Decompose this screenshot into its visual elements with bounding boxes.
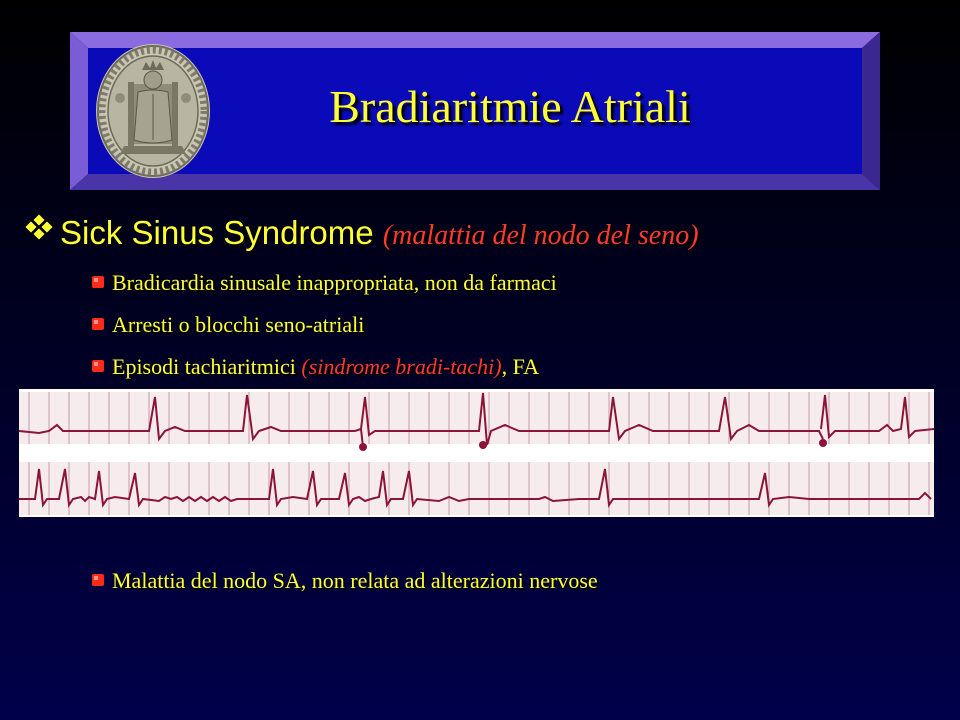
diamond-bullet-icon	[24, 214, 54, 240]
sub-bullet-3-text: Episodi tachiaritmici	[112, 354, 302, 379]
slide-title: Bradiaritmie Atriali	[329, 81, 691, 132]
square-bullet-icon	[92, 566, 104, 578]
ecg-marker-dot	[359, 443, 367, 451]
sub-bullet-2-text: Arresti o blocchi seno-atriali	[112, 312, 365, 337]
ecg-strip-image	[19, 389, 934, 517]
sub-bullet-3	[92, 354, 539, 380]
main-bullet-subtitle: (malattia del nodo del seno)	[382, 220, 699, 251]
sub-bullet-3-highlight: (sindrome bradi-tachi)	[301, 354, 502, 379]
ecg-marker-dot	[819, 439, 827, 447]
sub-bullet-3-suffix: , FA	[501, 354, 540, 379]
square-bullet-icon	[92, 310, 104, 322]
square-bullet-icon	[92, 268, 104, 280]
square-bullet-icon	[92, 352, 104, 364]
title-panel	[70, 32, 880, 190]
last-bullet	[92, 568, 598, 594]
sub-bullet-1-text: Bradicardia sinusale inappropriata, non da farmaci	[112, 270, 557, 295]
last-bullet-text: Malattia del nodo SA, non relata ad alterazioni nervose	[112, 568, 598, 593]
main-bullet	[24, 214, 699, 252]
sub-bullet-1	[92, 270, 557, 296]
university-seal-icon	[94, 42, 212, 180]
ecg-marker-dot	[479, 441, 487, 449]
sub-bullet-2	[92, 312, 364, 338]
main-bullet-text: Sick Sinus Syndrome	[60, 214, 374, 251]
